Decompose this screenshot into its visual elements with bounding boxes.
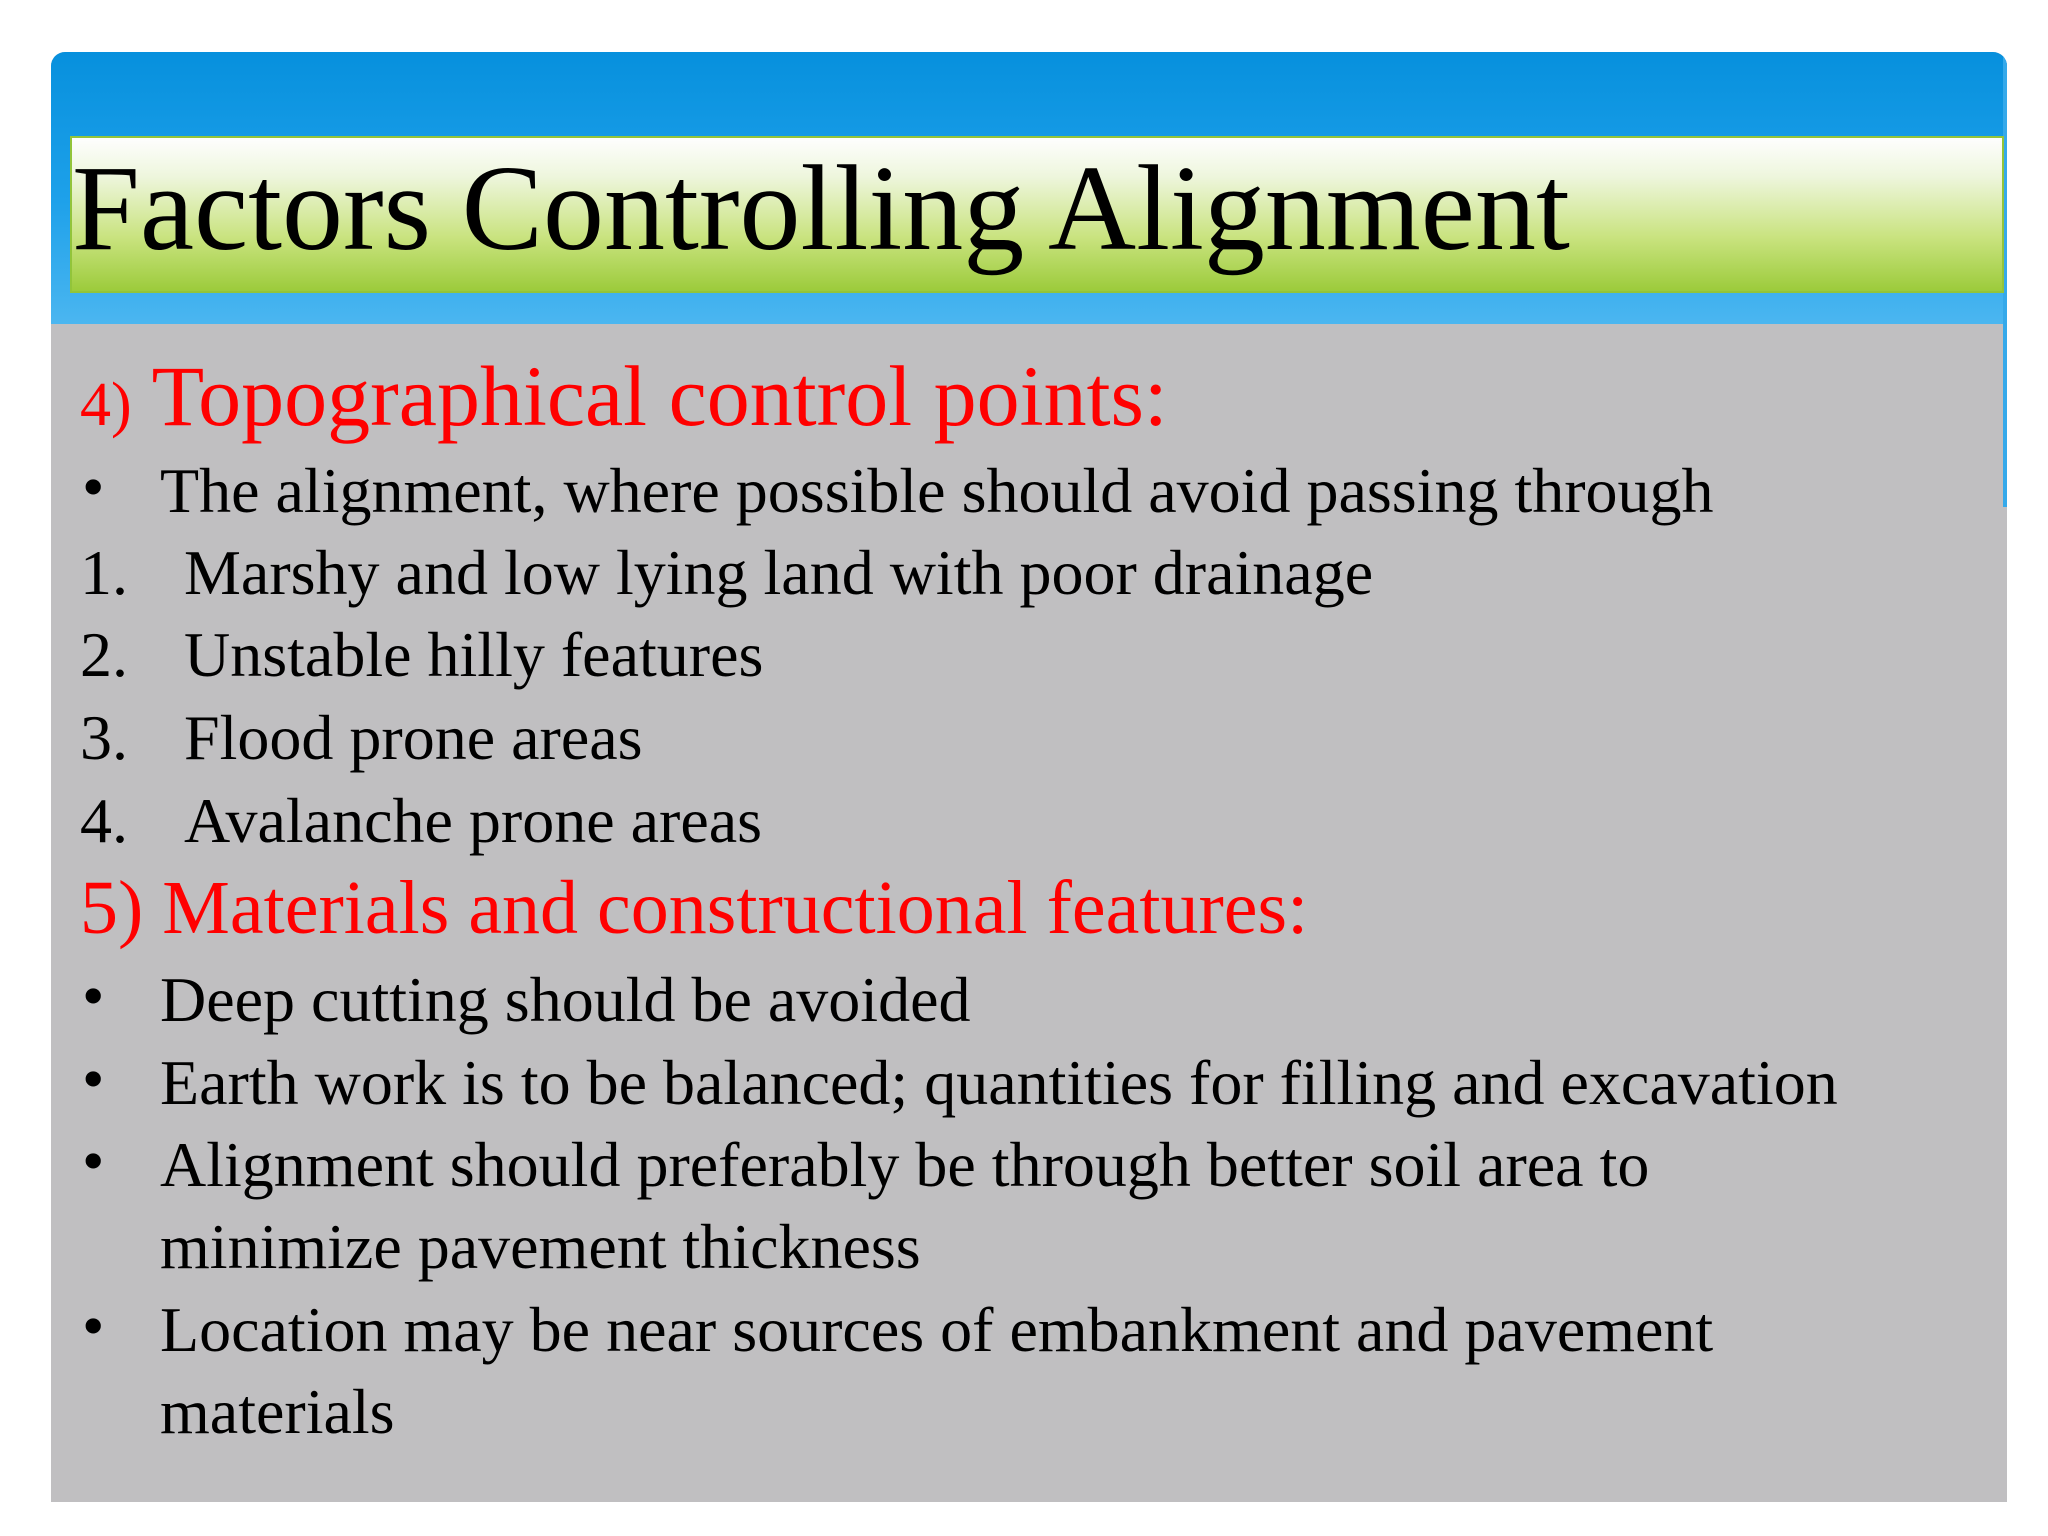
bullet-glyph: • — [82, 1043, 105, 1114]
bullet-item: Earth work is to be balanced; quantities for filling and excavation — [160, 1047, 1838, 1118]
list-item: Avalanche prone areas — [184, 785, 763, 856]
section-4-heading — [80, 348, 1168, 444]
bullet-glyph: • — [82, 451, 105, 522]
bullet-glyph: • — [82, 1125, 105, 1196]
bullet-item-continuation: materials — [160, 1376, 395, 1447]
bullet-item-continuation: minimize pavement thickness — [160, 1211, 921, 1282]
bullet-item: Alignment should preferably be through better soil area to — [160, 1129, 1650, 1200]
list-item: Marshy and low lying land with poor drainage — [184, 537, 1374, 608]
list-item: Unstable hilly features — [184, 619, 764, 690]
section-5-heading: 5) Materials and constructional features: — [80, 866, 1309, 950]
bullet-item: Location may be near sources of embankment and pavement — [160, 1294, 1714, 1365]
slide-title: Factors Controlling Alignment — [72, 141, 1570, 276]
list-number: 3. — [80, 702, 128, 773]
list-number: 4. — [80, 785, 128, 856]
bullet-glyph: • — [82, 1290, 105, 1361]
bullet-glyph: • — [82, 960, 105, 1031]
list-number: 2. — [80, 619, 128, 690]
list-number: 1. — [80, 537, 128, 608]
list-item: Flood prone areas — [184, 702, 643, 773]
section-4-number: 4) — [80, 371, 132, 439]
bullet-item: Deep cutting should be avoided — [160, 964, 971, 1035]
section-4-intro: The alignment, where possible should avoid passing through — [160, 455, 1714, 526]
section-4-heading-text: Topographical control points: — [151, 348, 1168, 444]
